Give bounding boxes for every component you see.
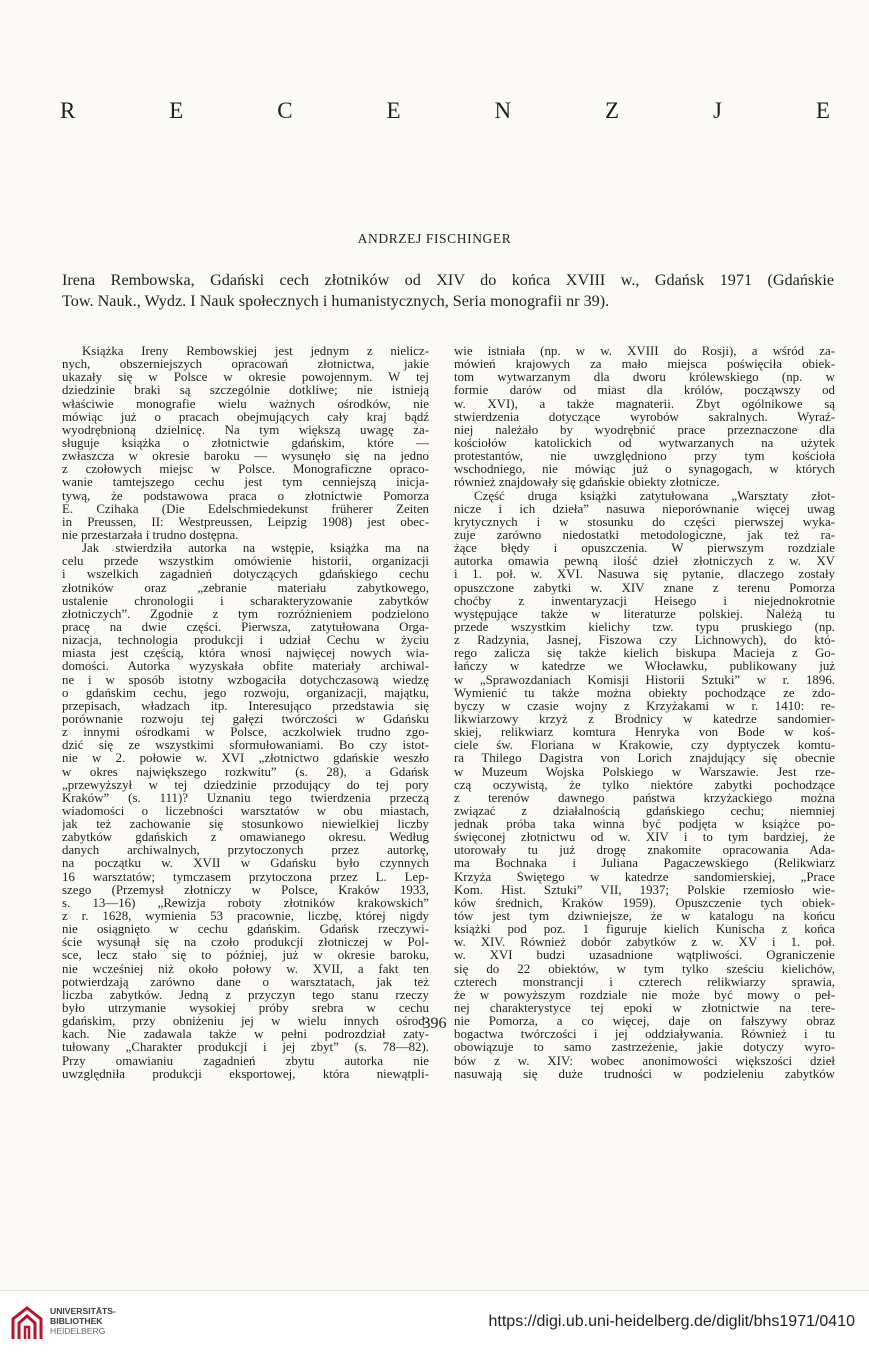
text-line: tów jest tym dziwniejsze, że w katalogu na końcu [454, 910, 835, 924]
text-line: porównanie rozwoju tej gałęzi twórczości w Gdańsku [62, 712, 429, 726]
text-line: Jak stwierdziła autorka na wstępie, książka ma na [82, 542, 429, 556]
text-line: danych archiwalnych, przytoczonych przez autorkę, [62, 844, 429, 858]
text-line: nizacja, technologia produkcji i udział Cechu w życiu [62, 634, 429, 648]
citation-line: Tow. Nauk., Wydz. I Nauk społecznych i humanistycznych, Seria monografii nr 39). [62, 291, 610, 310]
text-line: zuje zarówno niedostatki metodologiczne, jak też ra- [454, 528, 835, 542]
library-name-line: UNIVERSITÄTS- [50, 1306, 116, 1316]
text-line: w. XVI budzi uzasadnione wątpliwości. Ograniczenie [454, 949, 835, 963]
text-line: i wszelkich zagadnień dotyczących gdańskiego cechu [62, 568, 429, 582]
text-line: szego (Przemysł złotniczy w Polsce, Kraków 1933, [62, 883, 429, 897]
heading-letter: R [60, 98, 76, 123]
library-name-line: BIBLIOTHEK [50, 1316, 103, 1326]
text-line: z r. 1628, wymienia 53 pracownie, liczbę, której nigdy [62, 910, 429, 924]
text-line: Kom. Hist. Sztuki” VII, 1937; Polskie rzemiosło wie- [454, 883, 835, 897]
text-line: dzić się ze wszystkimi sformułowaniami. Bo czy istot- [62, 739, 429, 753]
heading-letter: N [494, 98, 512, 123]
text-line: wie istniała (np. w w. XVIII do Rosji), a wśród za- [454, 345, 835, 358]
text-line: Książka Ireny Rembowskiej jest jednym z nielicz- [82, 345, 429, 358]
text-line: formie darów od miast dla królów, począwszy od [454, 384, 835, 398]
text-line: Przy omawianiu zagadnień zbytu autorka nie [62, 1054, 429, 1068]
text-line: mówień krajowych za mało miejsca poświęciła obiek- [454, 358, 835, 372]
text-line: jednak próba taka winna być podjęta w książce po- [454, 818, 835, 832]
text-line: czą oczywistą, że tylko niektóre zabytki pochodzące [454, 778, 835, 792]
text-line: tywą, że podstawowa praca o złotnictwie Pomorza [62, 489, 429, 503]
text-line: protestantów, nie uwzględniono przy tym kościoła [454, 450, 835, 464]
text-line: że w powyższym rozdziale nie może być mowy o peł- [454, 988, 835, 1002]
university-library-logo-icon[interactable] [10, 1305, 44, 1341]
text-line: potwierdzają zarówno dane o warsztatach, jak też [62, 975, 429, 989]
text-line: E. Czihaka (Die Edelschmiedekunst früherer Zeiten [62, 502, 429, 516]
text-line: z innymi ośrodkami w Polsce, aczkolwiek trudno zgo- [62, 726, 429, 740]
left-column [62, 345, 429, 1081]
heading-letter: E [386, 98, 401, 123]
text-line: się do 22 obiektów, w tym tylko sześciu kielichów, [454, 962, 835, 976]
text-line: ustalenie chronologii i scharakteryzowanie zabytków [62, 594, 429, 608]
heading-letter: E [169, 98, 184, 123]
text-line: ukazały się w Polsce w okresie powojennym. W tej [62, 371, 429, 385]
text-line: „przewyższył w tej dziedzinie przodujący do tej pory [62, 778, 429, 792]
heading-letter: E [815, 98, 830, 123]
text-line: Wymienić tu także można obiekty pochodzące ze zdo- [454, 686, 835, 700]
text-line: nej charakterystyce tej epoki w złotnictwie na tere- [454, 1002, 835, 1016]
text-line: niej należało by wyodrębnić prace przeznaczone dla [454, 423, 835, 437]
text-line: wyodrębnioną dzielnicę. Na tym większą uwagę za- [62, 423, 429, 437]
text-line: ma Bochnaka i Juliana Pagaczewskiego (Relikwiarz [454, 857, 835, 871]
heading-letter: C [277, 98, 293, 123]
text-line: uwzględniła produkcji eksportowej, która niewątpli- [62, 1067, 429, 1081]
text-line: krytycznych i w stosunku do części pierwszej wyka- [454, 515, 835, 529]
text-line: ciele św. Floriana w Krakowie, czy dyptyczek komtu- [454, 739, 835, 753]
text-line: żące błędy i opuszczenia. W pierwszym rozdziale [454, 542, 835, 556]
text-line: sce, lecz stało się to później, już w okresie baroku, [62, 949, 429, 963]
text-line: zwłaszcza w okresie baroku — wysunęło się na jedno [62, 450, 429, 464]
text-line: bów z w. XIV: wobec anonimowości większości dzieł [454, 1054, 835, 1068]
text-line: likwiarzowy krzyż z Brodnicy w katedrze sandomier- [454, 712, 835, 726]
heading-letter: J [713, 98, 722, 123]
text-line: sługuje książka o złotnictwie gdańskim, które — [62, 436, 429, 450]
text-line: zabytków gdańskich z omawianego okresu. Według [62, 831, 429, 845]
text-line: w „Sprawozdaniach Komisji Historii Sztuki” w r. 1896. [454, 673, 835, 687]
heading-letter: Z [605, 98, 620, 123]
text-line: o gdańskim cechu, jego rozwoju, organizacji, majątku, [62, 686, 429, 700]
text-line: pracę na dwie części. Pierwsza, zatytułowana Orga- [62, 620, 429, 634]
citation-line: Irena Rembowska, Gdański cech złotników od XIV do końca XVIII w., Gdańsk 1971 (Gdańskie [62, 271, 834, 289]
text-line: w okres największego rozkwitu” (s. 28), a Gdańsk [62, 765, 429, 779]
text-line: wiadomości o liczebności warsztatów w obu miastach, [62, 804, 429, 818]
text-line: nicze i ich dzieła” nasuwa nieporównanie więcej uwag [454, 502, 835, 516]
permalink-url[interactable]: https://digi.ub.uni-heidelberg.de/diglit/bhs1971/0410 [488, 1313, 855, 1330]
text-line: w. XIV. Również dobór zabytków z w. XV i 1. poł. [454, 936, 835, 950]
library-name[interactable] [50, 1306, 116, 1336]
text-line: z czołowych miejsc w Polsce. Monograficzne opraco- [62, 463, 429, 477]
text-line: wschodniego, nie mówiąc już o synagogach, w których [454, 463, 835, 477]
text-line: Kraków” (s. 111)? Uznaniu tego twierdzenia przeczą [62, 791, 429, 805]
text-line: gdańskim, przy obniżeniu jej w wielu innych ośrod- [62, 1015, 429, 1029]
text-line: nie osiągnięto w cechu gdańskim. Gdańsk rzeczywi- [62, 923, 429, 937]
text-line: złotników oraz „zebranie materiału zabytkowego, [62, 581, 429, 595]
text-line: również znajdowały się gdańskie obiekty złotnicze. [454, 476, 720, 490]
text-line: ra Thilego Dagistra von Lorich znajdujący się obecnie [454, 752, 835, 766]
text-line: łańczy w katedrze we Włocławku, publikowany już [454, 660, 835, 674]
text-line: nie Pomorza, a co więcej, daje on fałszywy obraz [454, 1015, 835, 1029]
text-line: in Preussen, II: Westpreussen, Leipzig 1908) jest obec- [62, 515, 429, 529]
text-line: ków średnich, Kraków 1959). Opuszczenie tych obiek- [454, 896, 835, 910]
text-line: nie przestarzała i trudno dostępna. [62, 528, 239, 542]
text-line: nasuwają się duże trudności w podzieleniu zabytków [454, 1067, 835, 1081]
text-line: choćby z inwentaryzacji Heisego i niejednokrotnie [454, 594, 835, 608]
text-line: w. XVI), a także magnaterii. Zbyt ogólnikowe są [454, 397, 835, 411]
text-line: nie wcześniej niż około połowy w. XVII, a fakt ten [62, 962, 429, 976]
text-line: miasta jest częścią, która wnosi najwięcej nowych wia- [62, 647, 429, 661]
text-line: przepisach, władzach itp. Interesująco przedstawia się [62, 699, 429, 713]
text-line: bogactwa twórczości i jej oddziaływania. Również i tu [454, 1028, 835, 1042]
text-line: właściwie monografie wielu ważnych ośrodków, nie [62, 397, 429, 411]
text-line: stwierdzenia dotyczące wyrobów sakralnych. Wyraź- [454, 410, 835, 424]
viewer-footer [0, 1290, 869, 1357]
right-column [454, 345, 835, 1081]
text-line: opuszczone zabytki w. XIV znane z terenu Pomorza [454, 581, 835, 595]
text-line: 16 warsztatów; tymczasem przytoczona przez L. Lep- [62, 870, 429, 884]
text-line: Część druga książki zatytułowana „Warsztaty złot- [474, 489, 835, 503]
text-line: byczy w czasie wojny z Krzyżakami w r. 1410: re- [454, 699, 835, 713]
text-line: skiej, relikwiarz komtura Henryka von Bode w koś- [454, 726, 835, 740]
text-line: święconej złotnictwu od w. XIV i to tym bardziej, że [454, 831, 835, 845]
text-line: tom wytwarzanym dla dworu królewskiego (np. w [454, 371, 835, 385]
text-line: liczba zabytków. Jedną z przyczyn tego stanu rzeczy [62, 988, 429, 1002]
text-line: dziedzinie braki są szczególnie dotkliwe; nie istnieją [62, 384, 429, 398]
section-heading [60, 98, 830, 128]
text-line: kach. Nie zadawala także w pełni podrozdział zaty- [62, 1028, 429, 1042]
book-citation [62, 270, 834, 311]
text-line: w Muzeum Wojska Polskiego w Warszawie. Jest rze- [454, 765, 835, 779]
review-author: ANDRZEJ FISCHINGER [357, 231, 512, 246]
text-line: kościołów katolickich od wytwarzanych na użytek [454, 436, 835, 450]
text-line: i 1. poł. w. XVI. Nasuwa się pytanie, dlaczego zostały [454, 568, 835, 582]
text-line: związać z działalnością gdańskiego cechu; niemniej [454, 804, 835, 818]
text-line: obowiązuje to samo zastrzeżenie, jakie dotyczy wyro- [454, 1041, 835, 1055]
text-line: było utrzymanie wysokiej próby srebra w cechu [62, 1002, 429, 1016]
text-line: wanie tamtejszego cechu jest tym cenniejszą inicja- [62, 476, 429, 490]
text-line: ście wysunął się na czoło produkcji złotniczej w Pol- [62, 936, 429, 950]
text-line: nych, obszerniejszych opracowań złotnictwa, jakie [62, 358, 429, 372]
text-line: złotniczych”. Zgodnie z tym rozróżnieniem podzielono [62, 607, 429, 621]
text-line: występujące także w literaturze polskiej. Należą tu [454, 607, 835, 621]
text-line: celu przede wszystkim omówienie historii, organizacji [62, 555, 429, 569]
text-line: czterech monstrancji i czterech relikwiarzy sprawia, [454, 975, 835, 989]
text-line: z terenów dawnego państwa krzyżackiego można [454, 791, 835, 805]
library-name-line: HEIDELBERG [50, 1326, 106, 1336]
text-line: mówiąc już o pracach obejmujących cały kraj bądź [62, 410, 429, 424]
text-line: z Radzynia, Jasnej, Fiszowa czy Lichnowych), do któ- [454, 634, 835, 648]
text-line: książki pod poz. 1 figuruje kielich Kunischa z końca [454, 923, 835, 937]
text-line: nie w 2. połowie w. XVI „złotnictwo gdańskie weszło [62, 752, 429, 766]
text-line: utorowały tu już drogę znakomite opracowania Ada- [454, 844, 835, 858]
text-line: rego zalicza się także kielich biskupa Macieja z Go- [454, 647, 835, 661]
text-line: na początku w. XVII w Gdańsku było czynnych [62, 857, 429, 871]
text-line: domości. Autorka wyzyskała obfite materiały archiwal- [62, 660, 429, 674]
text-line: ne i w sposób istotny wzbogaciła dotychczasową wiedzę [62, 673, 429, 687]
text-line: s. 13—16) „Rewizja roboty złotników krakowskich” [62, 896, 429, 910]
text-line: przede wszystkim kielichy tzw. typu pruskiego (np. [454, 620, 835, 634]
text-line: jak też zachowanie się stosunkowo niewielkiej liczby [62, 818, 429, 832]
page-number: 396 [422, 1015, 447, 1032]
text-line: tułowany „Charakter produkcji i jej zbyt” (s. 78—82). [62, 1041, 429, 1055]
text-line: Krzyża Świętego w katedrze sandomierskiej, „Prace [454, 870, 835, 884]
text-line: autorka omawia pewną ilość dzieł złotniczych z w. XV [454, 555, 835, 569]
